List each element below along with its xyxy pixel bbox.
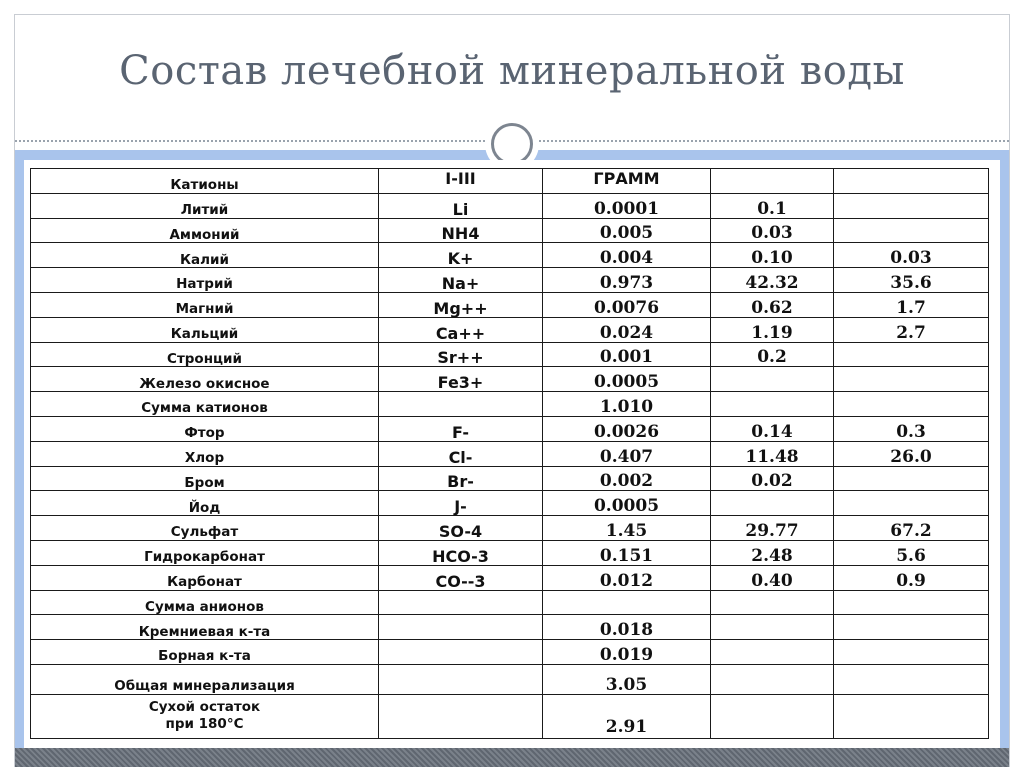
cell-col4: 0.62: [711, 292, 834, 317]
cell-ion: Sr++: [379, 342, 543, 367]
table-row: [31, 516, 989, 541]
cell-ion: [379, 615, 543, 640]
cell-col5: [834, 615, 989, 640]
cell-name: Литий: [31, 193, 379, 218]
cell-ion: Li: [379, 193, 543, 218]
cell-col5: 1.7: [834, 292, 989, 317]
cell-ion: NH4: [379, 218, 543, 243]
cell-col5: [834, 466, 989, 491]
cell-col5: [834, 367, 989, 392]
cell-ion: Br-: [379, 466, 543, 491]
cell-col4: 0.14: [711, 416, 834, 441]
cell-ion: K+: [379, 243, 543, 268]
cell-col4: 0.10: [711, 243, 834, 268]
cell-col5: 0.03: [834, 243, 989, 268]
cell-col5: [834, 193, 989, 218]
cell-ion: Na+: [379, 268, 543, 293]
table-row: [31, 193, 989, 218]
cell-col4: 0.03: [711, 218, 834, 243]
cell-col5: [834, 664, 989, 694]
cell-name: Железо окисное: [31, 367, 379, 392]
table-row: [31, 317, 989, 342]
bottom-pattern-strip: [15, 748, 1009, 767]
cell-col4: 0.02: [711, 466, 834, 491]
cell-name: Борная к-та: [31, 640, 379, 665]
cell-name: Бром: [31, 466, 379, 491]
cell-col5: [834, 590, 989, 615]
cell-col4: 0.40: [711, 565, 834, 590]
mineral-composition-table: [30, 168, 989, 739]
cell-ion: [379, 590, 543, 615]
cell-grams: 0.018: [543, 615, 711, 640]
cell-name: Натрий: [31, 268, 379, 293]
table-row: [31, 664, 989, 694]
table-row: [31, 416, 989, 441]
cell-col5: 0.3: [834, 416, 989, 441]
table-row: [31, 565, 989, 590]
cell-grams: 2.91: [543, 694, 711, 738]
cell-col4: [711, 664, 834, 694]
cell-grams: 1.45: [543, 516, 711, 541]
cell-ion: HCO-3: [379, 540, 543, 565]
cell-name: Сухой остаток при 180°С: [31, 694, 379, 738]
table-row: [31, 694, 989, 738]
table-row: [31, 491, 989, 516]
header-cell-4: [711, 169, 834, 194]
cell-col4: 11.48: [711, 441, 834, 466]
cell-grams: 0.024: [543, 317, 711, 342]
cell-grams: 0.019: [543, 640, 711, 665]
header-cell-5: [834, 169, 989, 194]
cell-name: Сумма катионов: [31, 392, 379, 417]
cell-col4: 2.48: [711, 540, 834, 565]
cell-grams: 0.005: [543, 218, 711, 243]
cell-grams: 0.002: [543, 466, 711, 491]
cell-col5: [834, 218, 989, 243]
cell-name: Магний: [31, 292, 379, 317]
cell-col5: [834, 694, 989, 738]
table-row: [31, 392, 989, 417]
table-row: [31, 268, 989, 293]
cell-ion: Mg++: [379, 292, 543, 317]
cell-col5: 5.6: [834, 540, 989, 565]
cell-name: Хлор: [31, 441, 379, 466]
cell-name: Сульфат: [31, 516, 379, 541]
cell-name: Общая минерализация: [31, 664, 379, 694]
cell-col5: 26.0: [834, 441, 989, 466]
table-row: [31, 640, 989, 665]
cell-ion: [379, 640, 543, 665]
cell-name: Сумма анионов: [31, 590, 379, 615]
cell-grams: [543, 590, 711, 615]
cell-grams: 3.05: [543, 664, 711, 694]
cell-col4: [711, 694, 834, 738]
cell-grams: 1.010: [543, 392, 711, 417]
header-cell-grams: ГРАММ: [543, 169, 711, 194]
cell-col5: 35.6: [834, 268, 989, 293]
cell-name: Стронций: [31, 342, 379, 367]
cell-grams: 0.0005: [543, 367, 711, 392]
header-cell-cations: Катионы: [31, 169, 379, 194]
cell-ion: Cl-: [379, 441, 543, 466]
table-row: [31, 615, 989, 640]
cell-col5: 2.7: [834, 317, 989, 342]
cell-col4: 0.1: [711, 193, 834, 218]
cell-ion: [379, 392, 543, 417]
cell-name: Калий: [31, 243, 379, 268]
cell-col5: 67.2: [834, 516, 989, 541]
cell-name: Гидрокарбонат: [31, 540, 379, 565]
cell-col5: [834, 342, 989, 367]
cell-ion: Fe3+: [379, 367, 543, 392]
table-row: [31, 218, 989, 243]
table-row: [31, 367, 989, 392]
cell-name: Йод: [31, 491, 379, 516]
cell-ion: SO-4: [379, 516, 543, 541]
cell-grams: 0.0005: [543, 491, 711, 516]
table-body: [31, 169, 989, 739]
cell-grams: 0.004: [543, 243, 711, 268]
cell-col4: [711, 640, 834, 665]
cell-col5: [834, 491, 989, 516]
header-cell-valence: I-III: [379, 169, 543, 194]
cell-col5: 0.9: [834, 565, 989, 590]
cell-col4: 1.19: [711, 317, 834, 342]
cell-name: Фтор: [31, 416, 379, 441]
table-row: [31, 292, 989, 317]
table-row: [31, 243, 989, 268]
cell-grams: 0.0026: [543, 416, 711, 441]
cell-col5: [834, 640, 989, 665]
table-row: [31, 466, 989, 491]
cell-ion: J-: [379, 491, 543, 516]
cell-grams: 0.151: [543, 540, 711, 565]
table-row: [31, 441, 989, 466]
table-row: [31, 590, 989, 615]
cell-ion: Ca++: [379, 317, 543, 342]
cell-col4: [711, 491, 834, 516]
table-row: [31, 342, 989, 367]
cell-col4: 0.2: [711, 342, 834, 367]
cell-grams: 0.0076: [543, 292, 711, 317]
cell-grams: 0.001: [543, 342, 711, 367]
cell-name: Кальций: [31, 317, 379, 342]
cell-ion: F-: [379, 416, 543, 441]
cell-col4: [711, 615, 834, 640]
cell-col5: [834, 392, 989, 417]
cell-grams: 0.012: [543, 565, 711, 590]
cell-name: Кремниевая к-та: [31, 615, 379, 640]
cell-grams: 0.973: [543, 268, 711, 293]
cell-col4: [711, 367, 834, 392]
cell-col4: [711, 392, 834, 417]
cell-ion: [379, 694, 543, 738]
cell-name: Аммоний: [31, 218, 379, 243]
cell-col4: [711, 590, 834, 615]
table-panel: [24, 160, 1000, 748]
table-header-row: [31, 169, 989, 194]
cell-name: Карбонат: [31, 565, 379, 590]
table-row: [31, 540, 989, 565]
cell-grams: 0.407: [543, 441, 711, 466]
cell-grams: 0.0001: [543, 193, 711, 218]
cell-ion: CO--3: [379, 565, 543, 590]
slide-title: Состав лечебной минеральной воды: [119, 48, 905, 94]
cell-col4: 29.77: [711, 516, 834, 541]
cell-col4: 42.32: [711, 268, 834, 293]
cell-ion: [379, 664, 543, 694]
